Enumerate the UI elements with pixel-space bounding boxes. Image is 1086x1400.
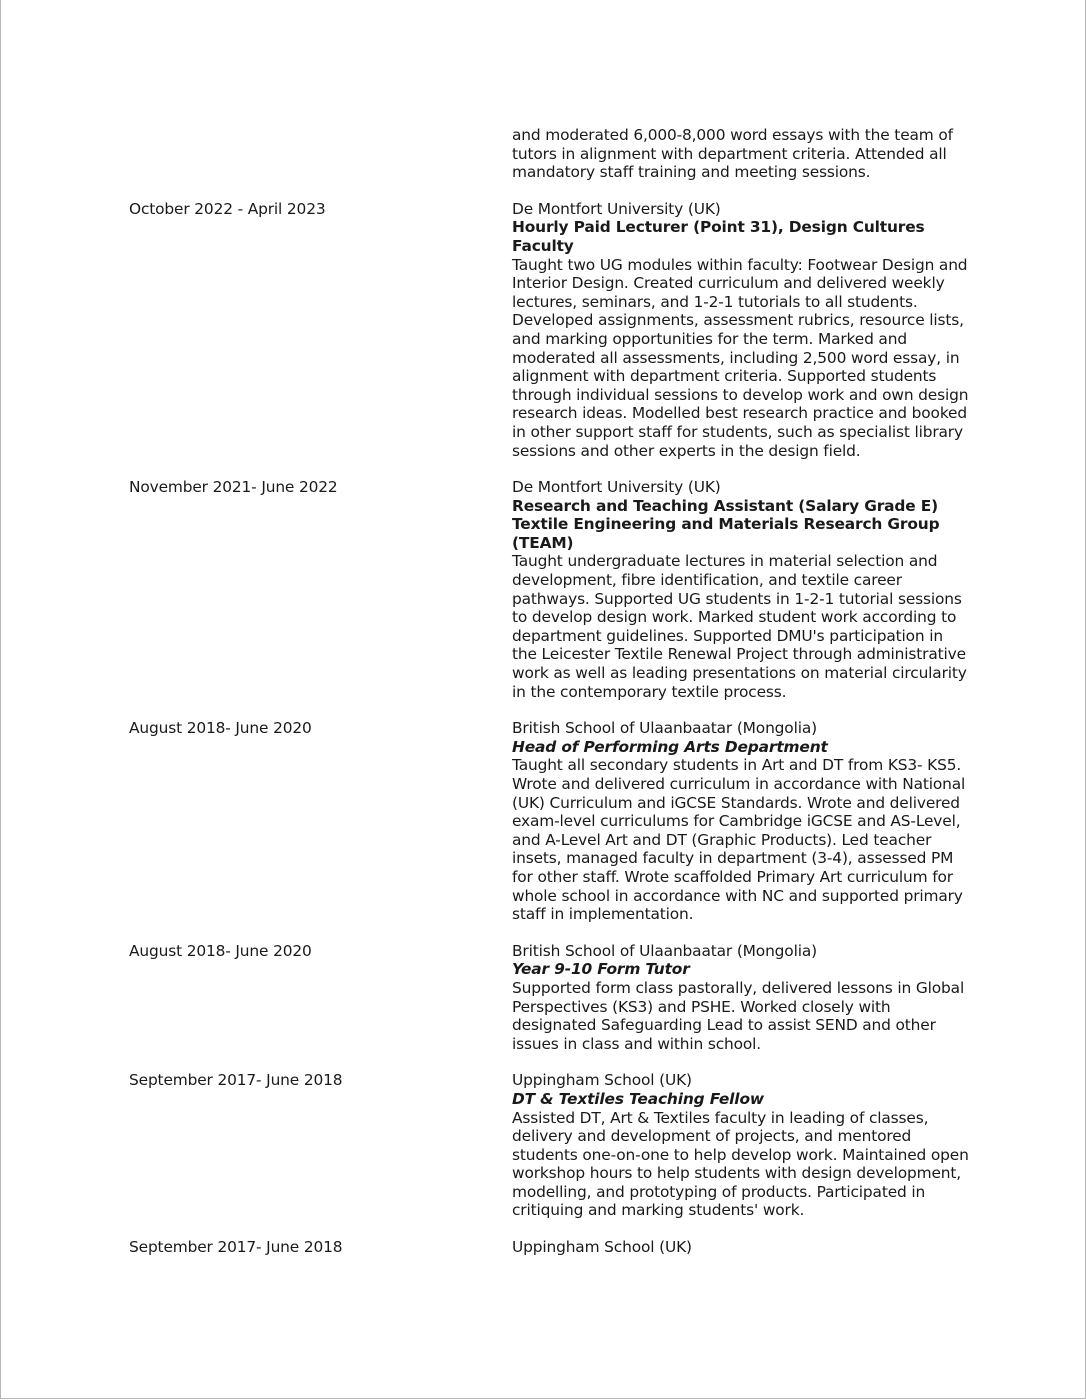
entry-role: Head of Performing Arts Department (512, 737, 828, 756)
employment-entry (129, 478, 979, 701)
employment-entry (129, 719, 979, 924)
employment-entry (129, 200, 979, 460)
entry-date: October 2022 - April 2023 (129, 199, 326, 218)
entry-date: August 2018- June 2020 (129, 719, 312, 738)
entry-body (512, 1238, 972, 1257)
employment-entry (129, 1071, 979, 1220)
entry-institution: British School of Ulaanbaatar (Mongolia) (512, 941, 817, 960)
entry-body (512, 200, 972, 460)
entry-institution: De Montfort University (UK) (512, 199, 721, 218)
entry-role: DT & Textiles Teaching Fellow (512, 1089, 764, 1108)
entry-description: Taught undergraduate lectures in material selection and development, fibre identification, and textile career pathways. Supported UG students in 1-2-1 tutorial sessions to develop design work. Marked student work according to department guidelines. Supported DMU's participation in the Leicester Textile Renewal Project through administrative work as well as leading presentations on material circularity in the contemporary textile process. (512, 552, 967, 701)
employment-entry (129, 1238, 979, 1257)
entry-date: September 2017- June 2018 (129, 1238, 343, 1257)
entry-body (512, 1071, 972, 1220)
entry-role-group: Textile Engineering and Materials Research Group (TEAM) (512, 515, 940, 552)
entry-description: Supported form class pastorally, delivered lessons in Global Perspectives (KS3) and PSHE. Worked closely with designated Safeguarding Lead to assist SEND and other issues in class and within school. (512, 978, 965, 1053)
entry-body (512, 478, 972, 701)
entry-description: Taught all secondary students in Art and DT from KS3- KS5. Wrote and delivered curriculum in accordance with National (UK) Curriculum and iGCSE Standards. Wrote and delivered exam-level curriculums for Cambridge iGCSE and AS-Level, and A-Level Art and DT (Graphic Products). Led teacher insets, managed faculty in department (3-4), assessed PM for other staff. Wrote scaffolded Primary Art curriculum for whole school in accordance with NC and supported primary staff in implementation. (512, 756, 966, 924)
entry-institution: De Montfort University (UK) (512, 478, 721, 497)
employment-entry (129, 942, 979, 1054)
entry-date: September 2017- June 2018 (129, 1071, 343, 1090)
entry-institution: Uppingham School (UK) (512, 1238, 692, 1257)
entry-date: August 2018- June 2020 (129, 941, 312, 960)
continued-description: and moderated 6,000-8,000 word essays with the team of tutors in alignment with department criteria. Attended all mandatory staff training and meeting sessions. (512, 126, 953, 182)
entry-role: Hourly Paid Lecturer (Point 31), Design Cultures Faculty (512, 218, 925, 255)
entry-date: November 2021- June 2022 (129, 478, 338, 497)
entry-description: Assisted DT, Art & Textiles faculty in leading of classes, delivery and development of projects, and mentored students one-on-one to help develop work. Maintained open workshop hours to help students with design development, modelling, and prototyping of products. Participated in critiquing and marking students' work. (512, 1108, 969, 1220)
entry-role: Year 9-10 Form Tutor (512, 960, 690, 979)
entry-role: Research and Teaching Assistant (Salary Grade E) (512, 496, 938, 515)
entry-description: Taught two UG modules within faculty: Footwear Design and Interior Design. Created curriculum and delivered weekly lectures, seminars, and 1-2-1 tutorials to all students. Developed assignments, assessment rubrics, resource lists, and marking opportunities for the term. Marked and moderated all assessments, including 2,500 word essay, in alignment with department criteria. Supported students through individual sessions to develop work and own design research ideas. Modelled best research practice and booked in other support staff for students, such as specialist library sessions and other experts in the design field. (512, 255, 969, 460)
entry-body (512, 942, 972, 1054)
entry-institution: Uppingham School (UK) (512, 1071, 692, 1090)
entry-institution: British School of Ulaanbaatar (Mongolia) (512, 719, 817, 738)
employment-section (129, 126, 979, 1275)
entry-body (512, 719, 972, 924)
